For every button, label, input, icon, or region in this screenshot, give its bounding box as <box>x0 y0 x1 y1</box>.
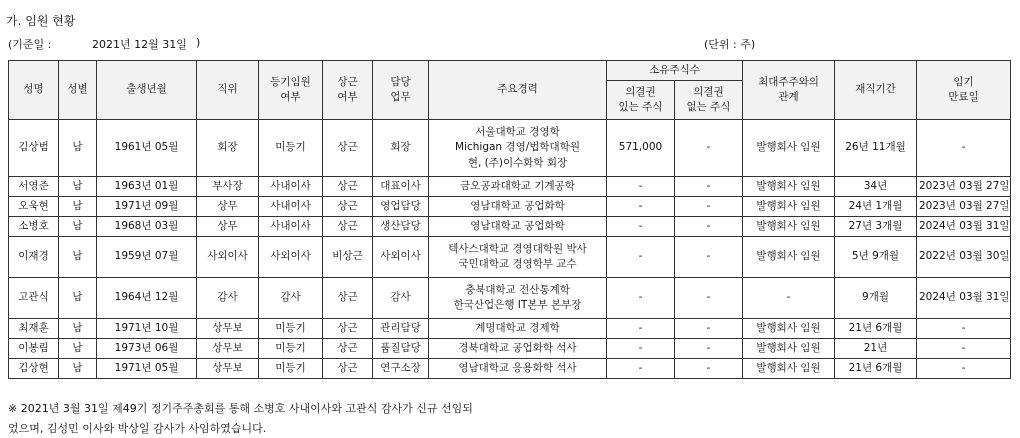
table-header <box>9 61 1011 120</box>
cell-career: 텍사스대학교 경영대학원 박사 국민대학교 경영학부 교수 <box>429 237 607 278</box>
cell-career: 금오공과대학교 기계공학 <box>429 177 607 197</box>
cell-nonvoting: - <box>675 197 743 217</box>
header-tenure: 재직기간 <box>835 61 917 120</box>
cell-nonvoting: - <box>675 359 743 379</box>
cell-nonvoting: - <box>675 237 743 278</box>
cell-duty: 품질담당 <box>373 339 429 359</box>
cell-duty: 사외이사 <box>373 237 429 278</box>
cell-name: 오욱현 <box>9 197 59 217</box>
cell-duty: 영업담당 <box>373 197 429 217</box>
cell-career: 경북대학교 공업화학 석사 <box>429 339 607 359</box>
cell-position: 상무 <box>197 217 259 237</box>
cell-career: 충북대학교 전산통계학 한국산업은행 IT본부 본부장 <box>429 278 607 319</box>
header-career: 주요경력 <box>429 61 607 120</box>
cell-career: 영남대학교 응용화학 석사 <box>429 359 607 379</box>
cell-fulltime: 상근 <box>323 359 373 379</box>
table-row <box>9 237 1011 278</box>
cell-registered: 미등기 <box>259 319 323 339</box>
cell-voting: - <box>607 237 675 278</box>
cell-gender: 남 <box>59 278 97 319</box>
cell-gender: 남 <box>59 359 97 379</box>
cell-fulltime: 비상근 <box>323 237 373 278</box>
cell-career: 계명대학교 경제학 <box>429 319 607 339</box>
cell-term: - <box>917 319 1011 339</box>
cell-birth: 1963년 01월 <box>97 177 197 197</box>
cell-birth: 1971년 09월 <box>97 197 197 217</box>
cell-relation: 발행회사 임원 <box>743 197 835 217</box>
cell-gender: 남 <box>59 339 97 359</box>
cell-voting: - <box>607 278 675 319</box>
cell-tenure: 34년 <box>835 177 917 197</box>
cell-term: - <box>917 359 1011 379</box>
cell-duty: 대표이사 <box>373 177 429 197</box>
header-fulltime: 상근 여부 <box>323 61 373 120</box>
cell-nonvoting: - <box>675 217 743 237</box>
cell-gender: 남 <box>59 120 97 177</box>
cell-relation: 발행회사 임원 <box>743 319 835 339</box>
cell-position: 상무보 <box>197 359 259 379</box>
unit-label: (단위 : 주) <box>704 38 756 51</box>
cell-career: 영남대학교 공업화학 <box>429 217 607 237</box>
cell-birth: 1964년 12월 <box>97 278 197 319</box>
cell-fulltime: 상근 <box>323 339 373 359</box>
cell-fulltime: 상근 <box>323 197 373 217</box>
table-body <box>9 120 1011 379</box>
cell-term: 2023년 03월 27일 <box>917 177 1011 197</box>
cell-position: 상무 <box>197 197 259 217</box>
header-nonvoting: 의결권 없는 주식 <box>675 81 743 120</box>
cell-duty: 연구소장 <box>373 359 429 379</box>
cell-term: 2024년 03월 31일 <box>917 217 1011 237</box>
cell-nonvoting: - <box>675 278 743 319</box>
cell-fulltime: 상근 <box>323 177 373 197</box>
cell-tenure: 21년 6개월 <box>835 359 917 379</box>
cell-name: 소병호 <box>9 217 59 237</box>
table-row <box>9 339 1011 359</box>
cell-name: 김상범 <box>9 120 59 177</box>
cell-term: 2024년 03월 31일 <box>917 278 1011 319</box>
cell-position: 상무보 <box>197 339 259 359</box>
cell-registered: 미등기 <box>259 359 323 379</box>
cell-tenure: 21년 <box>835 339 917 359</box>
executive-table <box>8 60 1011 379</box>
header-position: 직위 <box>197 61 259 120</box>
cell-name: 김상현 <box>9 359 59 379</box>
cell-relation: 발행회사 임원 <box>743 120 835 177</box>
cell-fulltime: 상근 <box>323 217 373 237</box>
cell-gender: 남 <box>59 217 97 237</box>
cell-gender: 남 <box>59 177 97 197</box>
cell-term: 2023년 03월 27일 <box>917 197 1011 217</box>
cell-birth: 1961년 05월 <box>97 120 197 177</box>
cell-fulltime: 상근 <box>323 120 373 177</box>
table-row <box>9 197 1011 217</box>
cell-relation: 발행회사 임원 <box>743 177 835 197</box>
cell-birth: 1959년 07월 <box>97 237 197 278</box>
cell-relation: 발행회사 임원 <box>743 359 835 379</box>
table-row <box>9 278 1011 319</box>
cell-term: - <box>917 339 1011 359</box>
table-row <box>9 359 1011 379</box>
footnote-line-1: ※ 2021년 3월 31일 제49기 정기주주총회를 통해 소병호 사내이사와 고관식 감사가 신규 선임되 <box>8 402 473 415</box>
base-date-value: 2021년 12월 31일 <box>92 38 187 51</box>
cell-position: 상무보 <box>197 319 259 339</box>
cell-name: 최재훈 <box>9 319 59 339</box>
cell-relation: 발행회사 임원 <box>743 217 835 237</box>
cell-voting: - <box>607 217 675 237</box>
table-row <box>9 120 1011 177</box>
cell-name: 서영준 <box>9 177 59 197</box>
cell-birth: 1971년 10월 <box>97 319 197 339</box>
base-date-label: (기준일 : <box>8 38 52 51</box>
cell-relation: 발행회사 임원 <box>743 339 835 359</box>
cell-tenure: 5년 9개월 <box>835 237 917 278</box>
cell-registered: 사외이사 <box>259 237 323 278</box>
cell-tenure: 26년 11개월 <box>835 120 917 177</box>
cell-relation: 발행회사 임원 <box>743 237 835 278</box>
cell-career: 서울대학교 경영학 Michigan 경영/법학대학원 현, (주)이수화학 회장 <box>429 120 607 177</box>
table-row <box>9 319 1011 339</box>
header-name: 성명 <box>9 61 59 120</box>
cell-term: 2022년 03월 30일 <box>917 237 1011 278</box>
cell-nonvoting: - <box>675 177 743 197</box>
cell-voting: 571,000 <box>607 120 675 177</box>
cell-registered: 사내이사 <box>259 197 323 217</box>
cell-voting: - <box>607 339 675 359</box>
table-row <box>9 217 1011 237</box>
base-date-close: ) <box>196 36 201 49</box>
cell-registered: 사내이사 <box>259 217 323 237</box>
cell-tenure: 24년 1개월 <box>835 197 917 217</box>
cell-name: 고관식 <box>9 278 59 319</box>
cell-gender: 남 <box>59 197 97 217</box>
header-shares: 소유주식수 <box>607 61 743 81</box>
cell-registered: 사내이사 <box>259 177 323 197</box>
cell-gender: 남 <box>59 237 97 278</box>
cell-tenure: 21년 6개월 <box>835 319 917 339</box>
header-gender: 성별 <box>59 61 97 120</box>
cell-nonvoting: - <box>675 120 743 177</box>
header-registered: 등기임원 여부 <box>259 61 323 120</box>
cell-birth: 1971년 05월 <box>97 359 197 379</box>
cell-voting: - <box>607 177 675 197</box>
header-term: 임기 만료일 <box>917 61 1011 120</box>
cell-registered: 감사 <box>259 278 323 319</box>
cell-position: 감사 <box>197 278 259 319</box>
header-birth: 출생년월 <box>97 61 197 120</box>
cell-duty: 회장 <box>373 120 429 177</box>
cell-position: 부사장 <box>197 177 259 197</box>
cell-registered: 미등기 <box>259 339 323 359</box>
cell-duty: 관리담당 <box>373 319 429 339</box>
cell-voting: - <box>607 197 675 217</box>
cell-registered: 미등기 <box>259 120 323 177</box>
section-title: 가. 임원 현황 <box>6 14 76 28</box>
footnote-line-2: 었으며, 김성민 이사와 박상일 감사가 사임하였습니다. <box>8 422 267 435</box>
cell-nonvoting: - <box>675 339 743 359</box>
cell-duty: 감사 <box>373 278 429 319</box>
cell-birth: 1973년 06월 <box>97 339 197 359</box>
cell-tenure: 9개월 <box>835 278 917 319</box>
table-row <box>9 177 1011 197</box>
header-voting: 의결권 있는 주식 <box>607 81 675 120</box>
cell-voting: - <box>607 319 675 339</box>
cell-fulltime: 상근 <box>323 278 373 319</box>
cell-position: 사외이사 <box>197 237 259 278</box>
cell-career: 영남대학교 공업화학 <box>429 197 607 217</box>
header-relation: 최대주주와의 관계 <box>743 61 835 120</box>
cell-voting: - <box>607 359 675 379</box>
cell-position: 회장 <box>197 120 259 177</box>
cell-term: - <box>917 120 1011 177</box>
cell-fulltime: 상근 <box>323 319 373 339</box>
cell-tenure: 27년 3개월 <box>835 217 917 237</box>
cell-duty: 생산담당 <box>373 217 429 237</box>
cell-nonvoting: - <box>675 319 743 339</box>
header-duty: 담당 업무 <box>373 61 429 120</box>
cell-gender: 남 <box>59 319 97 339</box>
cell-birth: 1968년 03월 <box>97 217 197 237</box>
cell-relation: - <box>743 278 835 319</box>
cell-name: 이봉림 <box>9 339 59 359</box>
cell-name: 이재경 <box>9 237 59 278</box>
